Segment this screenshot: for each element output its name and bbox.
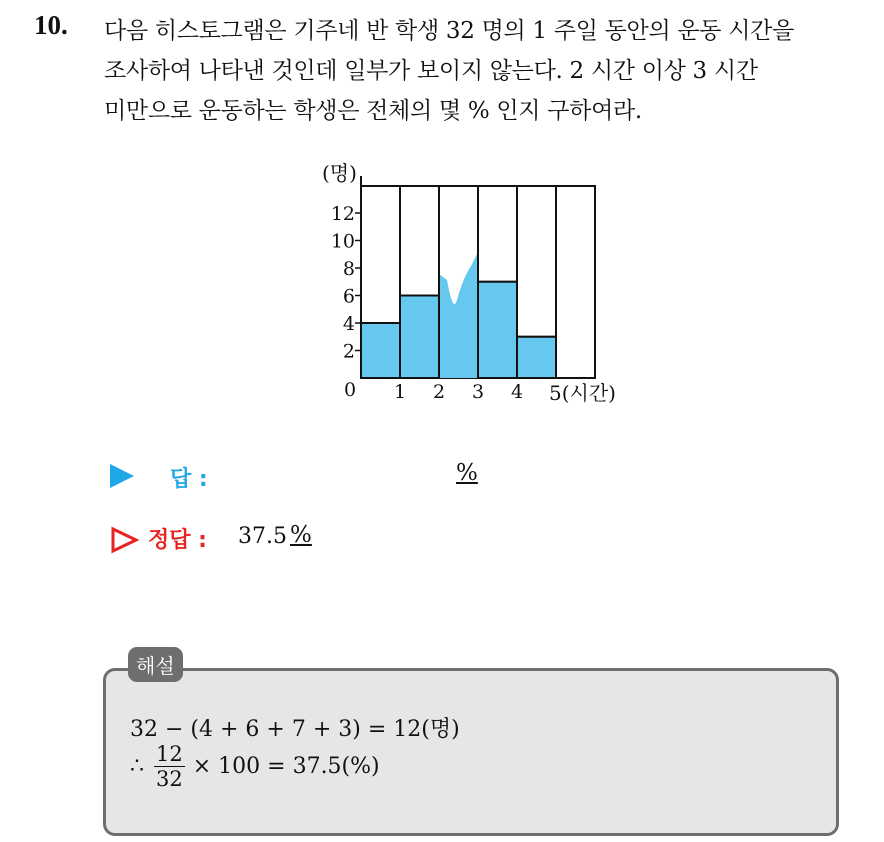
fraction xyxy=(154,742,185,791)
histogram-bin-frame xyxy=(400,186,439,296)
explanation-line-2-rest: × 100 = 37.5(%) xyxy=(192,754,380,779)
origin-label: 0 xyxy=(344,379,357,401)
y-tick-label: 2 xyxy=(342,340,355,363)
explanation-tag: 해설 xyxy=(128,647,183,682)
histogram-bar xyxy=(478,282,517,378)
y-tick-label: 12 xyxy=(330,203,355,225)
y-tick-label: 4 xyxy=(342,313,355,335)
histogram-bin-empty xyxy=(556,186,595,378)
y-tick-label: 10 xyxy=(330,230,355,253)
x-tick-label: 2 xyxy=(432,381,446,403)
correct-triangle-icon xyxy=(110,526,140,554)
question-line-3: 미만으로 운동하는 학생은 전체의 몇 % 인지 구하여라. xyxy=(104,98,642,124)
x-axis-label: 5(시간) xyxy=(549,381,616,405)
x-tick-label: 4 xyxy=(510,381,524,403)
histogram-bin-frame xyxy=(361,186,400,323)
answer-label: 답 : xyxy=(170,467,208,492)
y-axis-label: (명) xyxy=(322,161,357,185)
explanation-line-2 xyxy=(130,742,380,791)
histogram-bar xyxy=(361,323,400,378)
fraction-numerator: 12 xyxy=(156,742,183,766)
therefore-symbol: ∴ xyxy=(130,754,144,779)
question-line-1: 다음 히스토그램은 기주네 반 학생 32 명의 1 주일 동안의 운동 시간을 xyxy=(104,18,794,44)
answer-triangle-icon xyxy=(110,464,134,488)
x-tick-label: 3 xyxy=(471,381,485,403)
answer-blank-unit[interactable]: % xyxy=(456,460,478,486)
explanation-line-1: 32 − (4 + 6 + 7 + 3) = 12(명) xyxy=(130,717,460,742)
histogram-bin-frame xyxy=(517,186,556,337)
histogram-chart xyxy=(300,150,650,412)
question-line-2: 조사하여 나타낸 것인데 일부가 보이지 않는다. 2 시간 이상 3 시간 xyxy=(104,58,758,84)
fraction-denominator: 32 xyxy=(156,767,183,791)
x-tick-label: 1 xyxy=(393,381,407,403)
histogram-bar xyxy=(400,296,439,379)
y-tick-label: 8 xyxy=(342,258,355,280)
correct-answer-label: 정답 : xyxy=(148,528,207,553)
correct-answer-value: 37.5 xyxy=(238,524,287,549)
histogram-bar xyxy=(517,337,556,378)
correct-answer-unit: % xyxy=(290,522,312,548)
histogram-bin-frame xyxy=(478,186,517,282)
question-number: 10. xyxy=(34,10,68,40)
y-tick-label: 6 xyxy=(342,285,355,308)
